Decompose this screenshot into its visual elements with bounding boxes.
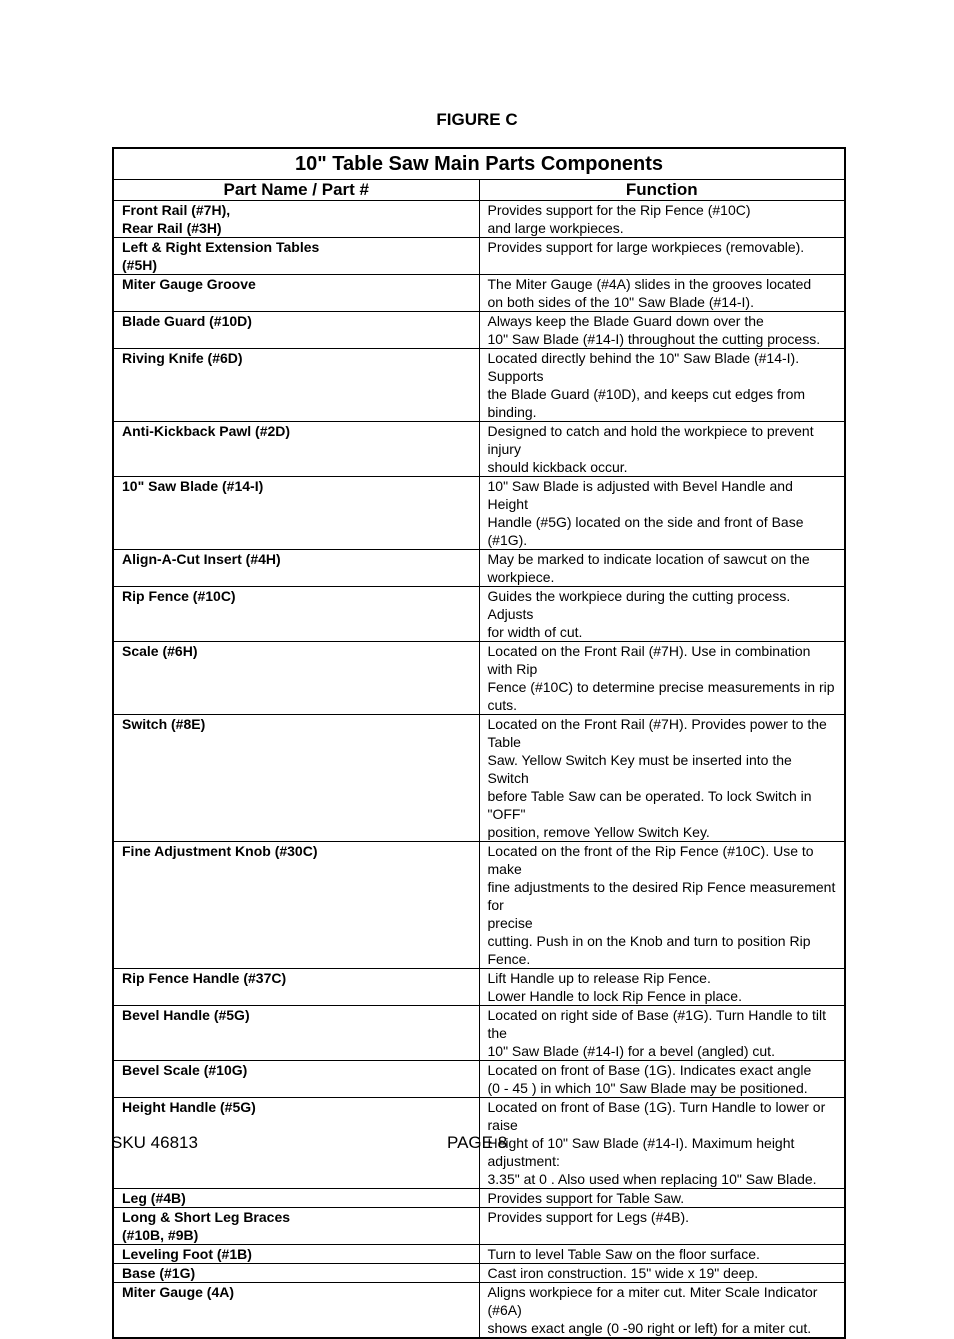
part-name-cell: Fine Adjustment Knob (#30C)	[113, 842, 479, 969]
table-row	[113, 238, 845, 275]
table-row	[113, 642, 845, 715]
part-name-cell: Front Rail (#7H), Rear Rail (#3H)	[113, 201, 479, 238]
table-row	[113, 422, 845, 477]
table-row	[113, 1283, 845, 1339]
table-row	[113, 201, 845, 238]
part-name-cell: Leg (#4B)	[113, 1189, 479, 1208]
function-cell: Aligns workpiece for a miter cut. Miter Scale Indicator (#6A) shows exact angle (0 -90 right or left) for a miter cut.	[479, 1283, 845, 1339]
function-cell: Lift Handle up to release Rip Fence. Lower Handle to lock Rip Fence in place.	[479, 969, 845, 1006]
part-name-cell: 10" Saw Blade (#14-I)	[113, 477, 479, 550]
part-name-cell: Anti-Kickback Pawl (#2D)	[113, 422, 479, 477]
part-name-cell: Rip Fence (#10C)	[113, 587, 479, 642]
function-cell: 10" Saw Blade is adjusted with Bevel Handle and Height Handle (#5G) located on the side and front of Base (#1G).	[479, 477, 845, 550]
table-row	[113, 1189, 845, 1208]
part-name-cell: Miter Gauge (4A)	[113, 1283, 479, 1339]
function-cell: Located on the Front Rail (#7H). Use in combination with Rip Fence (#10C) to determine precise measurements in rip cuts.	[479, 642, 845, 715]
table-row	[113, 715, 845, 842]
function-cell: Cast iron construction. 15" wide x 19" deep.	[479, 1264, 845, 1283]
part-name-cell: Long & Short Leg Braces (#10B, #9B)	[113, 1208, 479, 1245]
part-name-cell: Rip Fence Handle (#37C)	[113, 969, 479, 1006]
function-cell: Designed to catch and hold the workpiece to prevent injury should kickback occur.	[479, 422, 845, 477]
table-body	[113, 201, 845, 1339]
part-name-cell: Riving Knife (#6D)	[113, 349, 479, 422]
part-name-cell: Left & Right Extension Tables (#5H)	[113, 238, 479, 275]
function-cell: Located on the Front Rail (#7H). Provides power to the Table Saw. Yellow Switch Key must be inserted into the Switch before Table Saw can be operated. To lock Switch in "OFF" position, remove Yellow Switch Key.	[479, 715, 845, 842]
part-name-cell: Height Handle (#5G)	[113, 1098, 479, 1189]
part-name-cell: Align-A-Cut Insert (#4H)	[113, 550, 479, 587]
table-row	[113, 550, 845, 587]
table-row	[113, 1006, 845, 1061]
function-cell: Always keep the Blade Guard down over the 10" Saw Blade (#14-I) throughout the cutting process.	[479, 312, 845, 349]
figure-label: FIGURE C	[436, 110, 518, 129]
part-name-cell: Blade Guard (#10D)	[113, 312, 479, 349]
function-cell: Located on front of Base (1G). Indicates exact angle (0 - 45 ) in which 10" Saw Blade may be positioned.	[479, 1061, 845, 1098]
function-cell: Located directly behind the 10" Saw Blade (#14-I). Supports the Blade Guard (#10D), and keeps cut edges from binding.	[479, 349, 845, 422]
table-row	[113, 587, 845, 642]
column-header-function: Function	[479, 180, 845, 201]
table-row	[113, 349, 845, 422]
part-name-cell: Miter Gauge Groove	[113, 275, 479, 312]
part-name-cell: Base (#1G)	[113, 1264, 479, 1283]
table-row	[113, 969, 845, 1006]
function-cell: Provides support for the Rip Fence (#10C) and large workpieces.	[479, 201, 845, 238]
table-row	[113, 842, 845, 969]
function-cell: Located on the front of the Rip Fence (#10C). Use to make fine adjustments to the desired Rip Fence measurement for precise cutting. Push in on the Knob and turn to position Rip Fence.	[479, 842, 845, 969]
part-name-cell: Switch (#8E)	[113, 715, 479, 842]
function-cell: Provides support for large workpieces (removable).	[479, 238, 845, 275]
part-name-cell: Bevel Scale (#10G)	[113, 1061, 479, 1098]
table-row	[113, 1061, 845, 1098]
table-title: 10" Table Saw Main Parts Components	[113, 148, 845, 180]
table-row	[113, 1245, 845, 1264]
function-cell: May be marked to indicate location of sawcut on the workpiece.	[479, 550, 845, 587]
function-cell: Provides support for Table Saw.	[479, 1189, 845, 1208]
function-cell: Turn to level Table Saw on the floor surface.	[479, 1245, 845, 1264]
function-cell: Located on front of Base (1G). Turn Handle to lower or raise Height of 10" Saw Blade (#14-I). Maximum height adjustment: 3.35" at 0 . Also used when replacing 10" Saw Blade.	[479, 1098, 845, 1189]
table-row	[113, 275, 845, 312]
table-row	[113, 1208, 845, 1245]
function-cell: Guides the workpiece during the cutting process. Adjusts for width of cut.	[479, 587, 845, 642]
part-name-cell: Leveling Foot (#1B)	[113, 1245, 479, 1264]
parts-table	[112, 147, 846, 1339]
table-row	[113, 477, 845, 550]
column-header-part: Part Name / Part #	[113, 180, 479, 201]
part-name-cell: Bevel Handle (#5G)	[113, 1006, 479, 1061]
footer-sku: SKU 46813	[111, 1133, 198, 1152]
table-row	[113, 1264, 845, 1283]
function-cell: The Miter Gauge (#4A) slides in the grooves located on both sides of the 10" Saw Blade (#14-I).	[479, 275, 845, 312]
table-row	[113, 312, 845, 349]
function-cell: Provides support for Legs (#4B).	[479, 1208, 845, 1245]
function-cell: Located on right side of Base (#1G). Turn Handle to tilt the 10" Saw Blade (#14-I) for a bevel (angled) cut.	[479, 1006, 845, 1061]
part-name-cell: Scale (#6H)	[113, 642, 479, 715]
footer-page-number: PAGE 8	[447, 1133, 508, 1152]
